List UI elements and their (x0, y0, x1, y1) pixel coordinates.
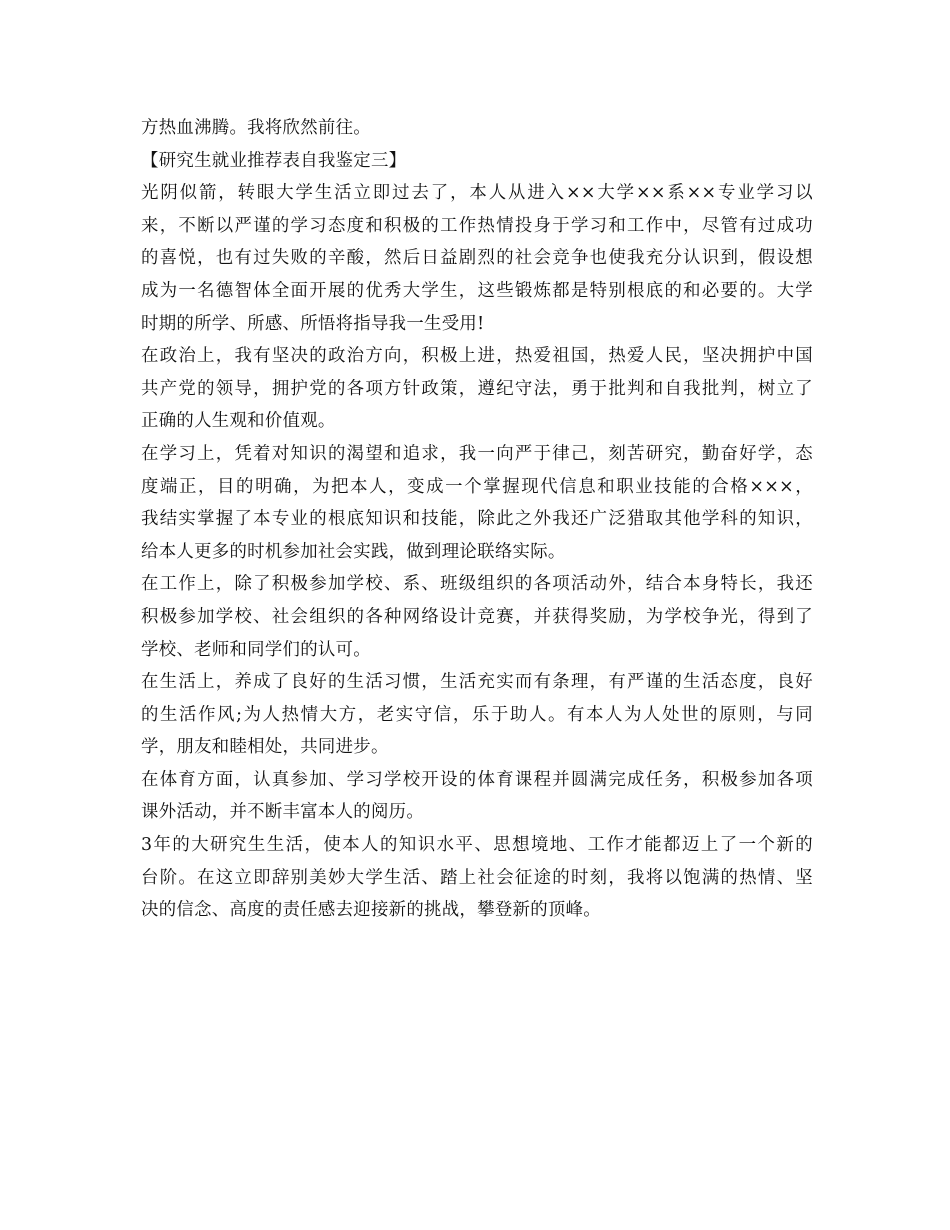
text-line: 在生活上，养成了良好的生活习惯，生活充实而有条理，有严谨的生活态度，良好 (141, 672, 813, 693)
text-line: 台阶。在这立即辞别美妙大学生活、踏上社会征途的时刻，我将以饱满的热情、坚 (141, 867, 813, 888)
document-body (141, 112, 813, 927)
text-line: 方热血沸腾。我将欣然前往。 (141, 118, 371, 138)
text-line: 给本人更多的时机参加社会实践，做到理论联络实际。 (141, 541, 566, 562)
text-line: 时期的所学、所感、所悟将指导我一生受用! (141, 313, 485, 334)
text-line: 光阴似箭，转眼大学生活立即过去了，本人从进入××大学××系××专业学习以 (141, 183, 813, 204)
text-line: 在政治上，我有坚决的政治方向，积极上进，热爱祖国，热爱人民，坚决拥护中国 (141, 346, 813, 367)
text-line: 课外活动，并不断丰富本人的阅历。 (141, 802, 425, 823)
text-line: 决的信念、高度的责任感去迎接新的挑战，攀登新的顶峰。 (141, 900, 601, 921)
document-page (141, 112, 813, 927)
text-line: 的喜悦，也有过失败的辛酸，然后日益剧烈的社会竞争也使我充分认识到，假设想 (141, 248, 813, 269)
text-line: 正确的人生观和价值观。 (141, 411, 336, 432)
text-line: 学，朋友和睦相处，共同进步。 (141, 737, 389, 758)
text-line: 共产党的领导，拥护党的各项方针政策，遵纪守法，勇于批判和自我批判，树立了 (141, 378, 813, 399)
text-line: 3年的大研究生生活，使本人的知识水平、思想境地、工作才能都迈上了一个新的 (141, 835, 813, 856)
text-line: 在工作上，除了积极参加学校、系、班级组织的各项活动外，结合本身特长，我还 (141, 574, 813, 595)
text-line: 度端正，目的明确，为把本人，变成一个掌握现代信息和职业技能的合格×××， (141, 476, 813, 497)
text-line: 学校、老师和同学们的认可。 (141, 639, 371, 660)
text-line: 的生活作风;为人热情大方，老实守信，乐于助人。有本人为人处世的原则，与同 (141, 704, 813, 725)
text-line: 积极参加学校、社会组织的各种网络设计竞赛，并获得奖励，为学校争光，得到了 (141, 606, 813, 627)
text-line: 来，不断以严谨的学习态度和积极的工作热情投身于学习和工作中，尽管有过成功 (141, 215, 813, 236)
text-line: 在体育方面，认真参加、学习学校开设的体育课程并圆满完成任务，积极参加各项 (141, 769, 813, 790)
text-line: 【研究生就业推荐表自我鉴定三】 (141, 150, 407, 171)
text-line: 在学习上，凭着对知识的渴望和追求，我一向严于律己，刻苦研究，勤奋好学，态 (141, 443, 813, 464)
text-line: 我结实掌握了本专业的根底知识和技能，除此之外我还广泛猎取其他学科的知识， (141, 509, 813, 530)
text-line: 成为一名德智体全面开展的优秀大学生，这些锻炼都是特别根底的和必要的。大学 (141, 280, 813, 301)
